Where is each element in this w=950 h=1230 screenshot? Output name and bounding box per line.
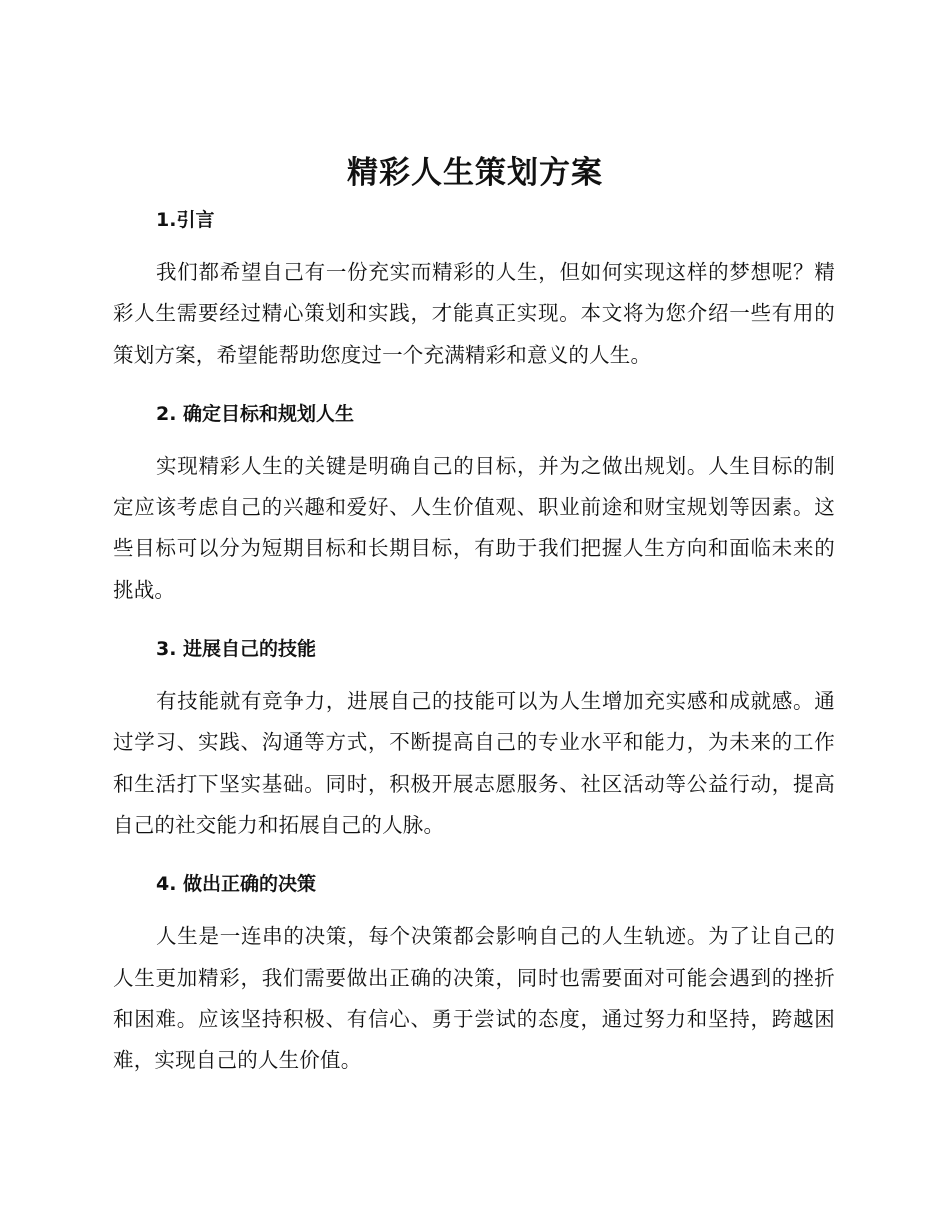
document-title: 精彩人生策划方案 [347, 155, 603, 191]
section-heading: 3. 进展自己的技能 [156, 638, 317, 661]
section-heading: 4. 做出正确的决策 [156, 873, 317, 896]
section-heading: 2. 确定目标和规划人生 [156, 402, 355, 425]
section-paragraph: 我们都希望自己有一份充实而精彩的人生，但如何实现这样的梦想呢？精彩人生需要经过精心策划和实践，才能真正实现。本文将为您介绍一些有用的策划方案，希望能帮助您度过一个充满精彩和意义的人生。 [113, 260, 835, 367]
section-goals [113, 394, 835, 611]
section-paragraph: 实现精彩人生的关键是明确自己的目标，并为之做出规划。人生目标的制定应该考虑自己的兴趣和爱好、人生价值观、职业前途和财宝规划等因素。这些目标可以分为短期目标和长期目标，有助于我们把握人生方向和面临未来的挑战。 [113, 453, 835, 602]
section-skills [113, 629, 835, 846]
section-introduction [113, 200, 835, 376]
section-decisions [113, 864, 835, 1081]
document-body [113, 200, 835, 1099]
section-heading: 1.引言 [156, 209, 215, 231]
section-paragraph: 人生是一连串的决策，每个决策都会影响自己的人生轨迹。为了让自己的人生更加精彩，我们需要做出正确的决策，同时也需要面对可能会遇到的挫折和困难。应该坚持积极、有信心、勇于尝试的态度，通过努力和坚持，跨越困难，实现自己的人生价值。 [113, 924, 835, 1073]
section-paragraph: 有技能就有竞争力，进展自己的技能可以为人生增加充实感和成就感。通过学习、实践、沟通等方式，不断提高自己的专业水平和能力，为未来的工作和生活打下坚实基础。同时，积极开展志愿服务、社区活动等公益行动，提高自己的社交能力和拓展自己的人脉。 [113, 689, 835, 837]
